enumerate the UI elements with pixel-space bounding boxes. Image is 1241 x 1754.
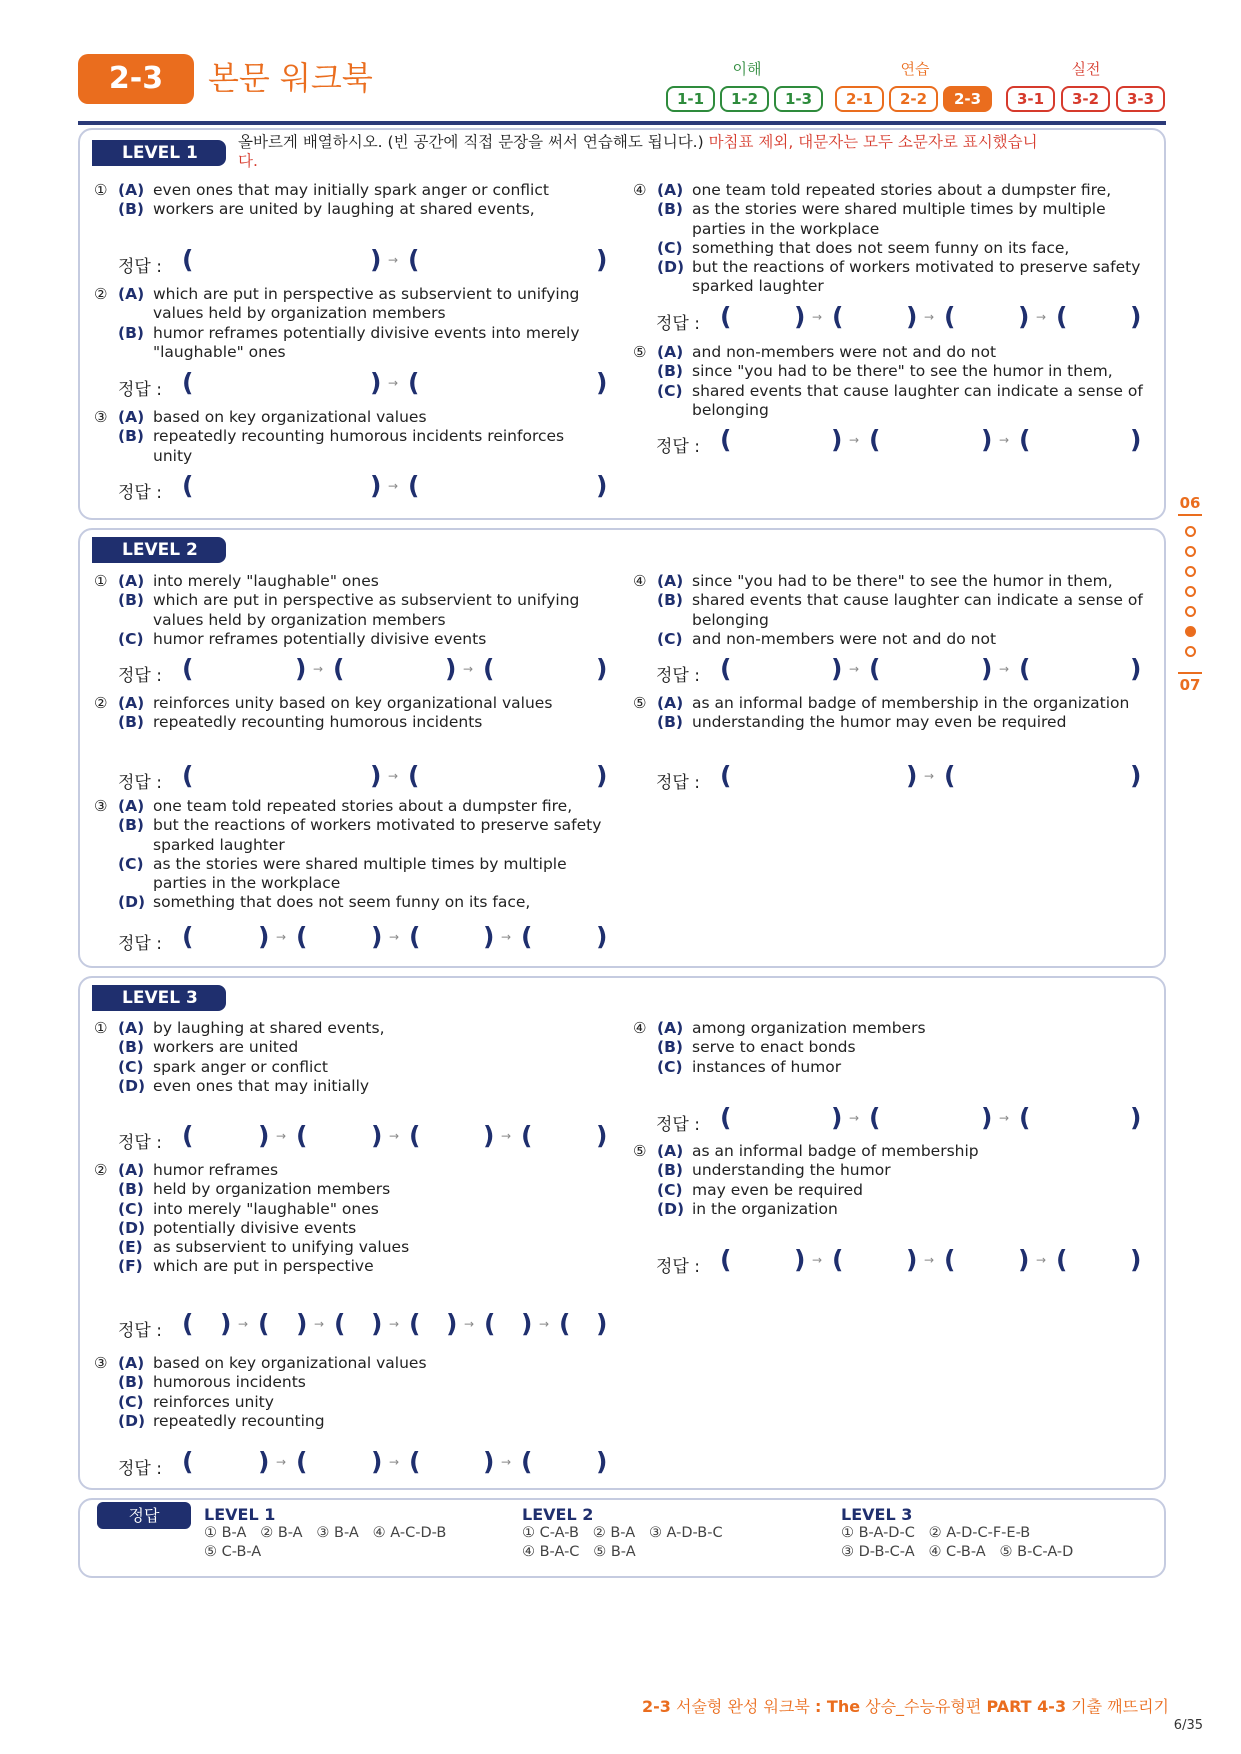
option-b: (B) repeatedly recounting humorous incidents [118,713,483,732]
option-a: (A) humor reframes [118,1161,279,1179]
l2-q1 [94,572,604,649]
l1-q5 [633,343,1153,420]
option-a: (A) based on key organizational values [118,1354,427,1372]
question-number: ④ [633,572,647,590]
option-a: (A) which are put in perspective as subservient to unifying values held by organization members [118,285,580,323]
key-row: ④ B-A-C ⑤ B-A [522,1544,636,1560]
key-row: ① B-A ② B-A ③ B-A ④ A-C-D-B [204,1525,447,1541]
level2-badge: LEVEL 2 [92,537,226,563]
instruction-note-end: 다. [238,152,258,170]
side-nav-dot[interactable] [1185,546,1196,557]
option-a: (A) since "you had to be there" to see the humor in them, [657,572,1113,590]
option-c: (C) as the stories were shared multiple times by multiple parties in the workplace [118,854,567,893]
side-nav-rule-bottom [1178,672,1202,674]
question-number: ④ [633,181,647,199]
l3-q5 [633,1142,1153,1219]
question-number: ① [94,1019,108,1037]
page-number: 6/35 [1173,1718,1203,1733]
answer-key-level2 [522,1505,822,1562]
option-b: (B) humorous incidents [118,1373,306,1392]
l3-q2 [94,1161,604,1277]
question-number: ⑤ [633,1142,647,1160]
tab-1-1[interactable]: 1-1 [666,86,715,112]
option-a: (A) into merely "laughable" ones [118,572,379,590]
side-nav-dots [1184,526,1197,666]
question-number: ② [94,1161,108,1179]
side-nav-prev[interactable]: 06 [1179,494,1201,512]
l2-q3 [94,797,604,913]
l1-q3-answer[interactable]: 정답 : ( ) → ( ) [118,471,608,503]
side-nav-dot[interactable] [1185,526,1196,537]
l3-q3 [94,1354,604,1431]
footer-suffix: 기출 깨뜨리기 [1066,1697,1169,1716]
option-a: (A) based on key organizational values [118,408,427,426]
l2-q5 [633,694,1153,733]
question-number: ② [94,694,108,712]
option-b: (B) since "you had to be there" to see the humor in them, [657,362,1113,381]
footer-code: 2-3 [642,1697,671,1716]
group-label-real: 실전 [1071,60,1101,78]
option-d: (D) in the organization [657,1199,838,1218]
l2-q4-answer[interactable]: 정답 : ( ) → ( ) → ( ) [656,654,1142,686]
question-number: ③ [94,797,108,815]
side-nav-dot[interactable] [1185,646,1196,657]
footer-text: 서술형 완성 워크북 [670,1697,815,1716]
key-row: ① C-A-B ② B-A ③ A-D-B-C [522,1525,723,1541]
key-row: ③ D-B-C-A ④ C-B-A ⑤ B-C-A-D [841,1544,1074,1560]
l1-q3 [94,408,604,466]
side-nav-dot[interactable] [1185,586,1196,597]
option-c: (C) may even be required [657,1180,863,1199]
l1-q2 [94,285,604,362]
option-d: (D) something that does not seem funny on its face, [118,893,531,912]
side-nav-next[interactable]: 07 [1179,676,1201,694]
instruction-note: 마침표 제외, 대문자는 모두 소문자로 표시했습니 [708,133,1038,151]
option-b: (B) repeatedly recounting humorous incidents reinforces unity [118,427,565,465]
option-a: (A) and non-members were not and do not [657,343,997,361]
option-b: (B) held by organization members [118,1180,391,1199]
option-b: (B) as the stories were shared multiple times by multiple parties in the workplace [657,200,1106,238]
l3-q1 [94,1019,604,1096]
option-b: (B) understanding the humor may even be required [657,713,1067,732]
option-d: (D) but the reactions of workers motivated to preserve safety sparked laughter [657,258,1141,296]
option-b: (B) humor reframes potentially divisive events into merely "laughable" ones [118,323,580,361]
tab-2-3[interactable]: 2-3 [943,86,992,112]
option-b: (B) workers are united [118,1038,299,1057]
page-title: 본문 워크북 [208,59,373,97]
option-c: (C) something that does not seem funny on its face, [657,238,1070,257]
footer-title [642,1694,1169,1717]
option-a: (A) as an informal badge of membership in the organization [657,694,1130,712]
option-f: (F) which are put in perspective [118,1257,374,1276]
answer-key-badge: 정답 [97,1502,191,1529]
option-c: (C) shared events that cause laughter can indicate a sense of belonging [657,381,1143,419]
key-level-title: LEVEL 2 [522,1505,594,1524]
option-b: (B) but the reactions of workers motivated to preserve safety sparked laughter [118,816,602,854]
l3-q4-answer[interactable]: 정답 : ( ) → ( ) → ( ) [656,1103,1142,1135]
option-d: (D) potentially divisive events [118,1218,357,1237]
side-nav-dot[interactable] [1185,566,1196,577]
option-a: (A) by laughing at shared events, [118,1019,385,1037]
l3-q5-answer[interactable]: 정답 : ( ) → ( ) → ( ) → ( ) [656,1245,1142,1277]
side-nav-dot[interactable] [1185,606,1196,617]
tab-1-2[interactable]: 1-2 [720,86,769,112]
group-label-practice: 연습 [900,60,930,78]
tab-3-3[interactable]: 3-3 [1116,86,1165,112]
option-e: (E) as subservient to unifying values [118,1238,410,1257]
header-rule [78,121,1166,125]
question-number: ⑤ [633,694,647,712]
l2-q3-answer[interactable]: 정답 : ( ) → ( ) → ( ) → ( ) [118,922,608,954]
option-d: (D) repeatedly recounting [118,1411,325,1430]
side-nav-rule-top [1178,514,1202,516]
l3-q2-answer[interactable]: 정답 : ( ) → ( ) → ( ) → ( ) → ( ) → ( ) [118,1309,608,1341]
answer-key-level1 [204,1505,504,1562]
option-a: (A) even ones that may initially spark anger or conflict [118,181,549,199]
tab-3-2[interactable]: 3-2 [1061,86,1110,112]
tab-2-2[interactable]: 2-2 [889,86,938,112]
key-row: ① B-A-D-C ② A-D-C-F-E-B [841,1525,1031,1541]
l3-q3-answer[interactable]: 정답 : ( ) → ( ) → ( ) → ( ) [118,1447,608,1479]
question-number: ③ [94,1354,108,1372]
level1-instruction [238,133,1150,171]
option-c: (C) reinforces unity [118,1392,274,1411]
option-b: (B) understanding the humor [657,1161,891,1180]
option-b: (B) which are put in perspective as subservient to unifying values held by organization members [118,591,580,629]
option-a: (A) as an informal badge of membership [657,1142,979,1160]
level3-badge: LEVEL 3 [92,985,226,1011]
key-level-title: LEVEL 3 [841,1505,913,1524]
footer-book: 상승_수능유형편 [860,1697,987,1716]
side-nav-dot[interactable] [1185,626,1196,637]
footer-the: : The [814,1697,861,1716]
l1-q5-answer[interactable]: 정답 : ( ) → ( ) → ( ) [656,425,1142,457]
section-badge: 2-3 [78,54,194,104]
l2-q2 [94,694,604,733]
l1-q2-answer[interactable]: 정답 : ( ) → ( ) [118,368,608,400]
instruction-text: 올바르게 배열하시오. (빈 공간에 직접 문장을 써서 연습해도 됩니다.) [238,133,704,151]
option-b: (B) workers are united by laughing at shared events, [118,200,535,219]
option-c: (C) humor reframes potentially divisive events [118,629,487,648]
question-number: ③ [94,408,108,426]
level1-badge: LEVEL 1 [92,140,226,166]
option-c: (C) spark anger or conflict [118,1057,328,1076]
l1-q1-answer[interactable]: 정답 : ( ) → ( ) [118,245,608,277]
option-a: (A) among organization members [657,1019,926,1037]
group-label-understand: 이해 [732,60,762,78]
option-d: (D) even ones that may initially [118,1076,370,1095]
option-b: (B) serve to enact bonds [657,1038,856,1057]
option-b: (B) shared events that cause laughter can indicate a sense of belonging [657,591,1143,629]
question-number: ④ [633,1019,647,1037]
option-a: (A) one team told repeated stories about a dumpster fire, [118,797,573,815]
option-a: (A) one team told repeated stories about a dumpster fire, [657,181,1112,199]
l1-q4 [633,181,1153,297]
tab-1-3[interactable]: 1-3 [774,86,823,112]
tab-3-1[interactable]: 3-1 [1006,86,1055,112]
l2-q1-answer[interactable]: 정답 : ( ) → ( ) → ( ) [118,654,608,686]
l2-q5-answer[interactable]: 정답 : ( ) → ( ) [656,761,1142,793]
question-number: ① [94,181,108,199]
l3-q1-answer[interactable]: 정답 : ( ) → ( ) → ( ) → ( ) [118,1121,608,1153]
question-number: ② [94,285,108,303]
l1-q1 [94,181,604,220]
option-c: (C) instances of humor [657,1057,842,1076]
option-c: (C) and non-members were not and do not [657,629,997,648]
option-c: (C) into merely "laughable" ones [118,1199,379,1218]
l3-q4 [633,1019,1153,1077]
l2-q2-answer[interactable]: 정답 : ( ) → ( ) [118,761,608,793]
question-number: ① [94,572,108,590]
key-level-title: LEVEL 1 [204,1505,276,1524]
tab-2-1[interactable]: 2-1 [835,86,884,112]
l2-q4 [633,572,1153,649]
key-row: ⑤ C-B-A [204,1544,262,1560]
answer-key-level3 [841,1505,1161,1562]
footer-part: PART 4-3 [986,1697,1067,1716]
l1-q4-answer[interactable]: 정답 : ( ) → ( ) → ( ) → ( ) [656,302,1142,334]
question-number: ⑤ [633,343,647,361]
option-a: (A) reinforces unity based on key organizational values [118,694,553,712]
